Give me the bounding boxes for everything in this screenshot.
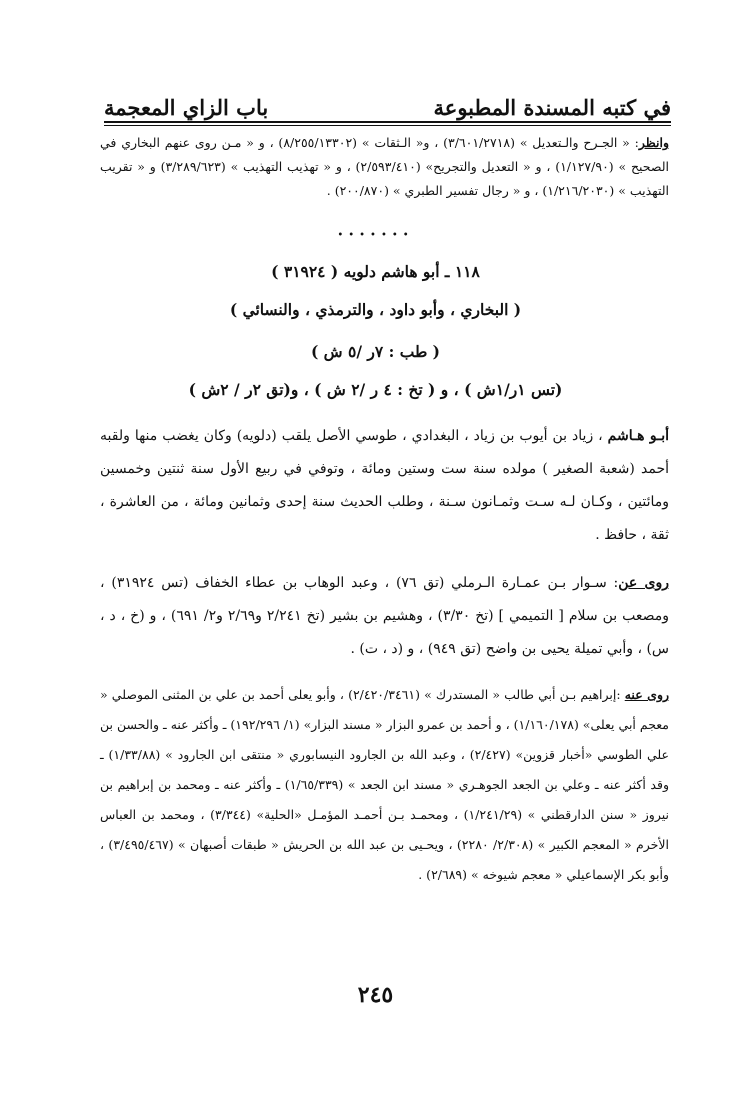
narrated-from-label: روى عن bbox=[618, 575, 669, 591]
references-text: : « الجـرح والـتعديل » (٣/٦٠١/٢٧١٨) ، و« الـثقات » (٨/٢٥٥/١٣٣٠٢) ، و « مـن روى عنهم البخاري في الصحيح » (١/١٢٧/٩٠) ، و « التعديل والتجريح» (٢/٥٩٣/٤١٠) ، و « تهذيب التهذيب » (٣/٢٨٩/٦٢٣) و « تقريب التهذيب » (١/٢١٦/٢٠٣٠) ، و « رجال تفسير الطبري » (٢٠٠/٨٧٠) . bbox=[100, 135, 669, 198]
biography-text: ، زياد بن أيوب بن زياد ، البغدادي ، طوسي الأصل يلقب (دلويه) وكان يغضب منها ولقبه أحمد (شعبة الصغير ) مولده سنة ست وستين ومائة ، وتوفي في ربيع الأول سنة ثنتين وخمسين ومائتين ، وكـان لـه سـت وثمـانون سـنة ، وطلب الحديث سنة إحدى وثمانين ومائة ، من العاشرة ، ثقة ، حافظ . bbox=[100, 428, 669, 543]
entry-title: ١١٨ ـ أبو هاشم دلويه ( ٣١٩٢٤ ) bbox=[271, 262, 480, 281]
header-chapter-title: باب الزاي المعجمة bbox=[104, 95, 269, 120]
entry-tabaqa: ( طب : ٧ر /٥ ش ) bbox=[310, 342, 441, 361]
narrated-from-paragraph bbox=[100, 567, 669, 666]
page-number: ٢٤٥ bbox=[357, 982, 394, 1008]
header-rule-thin bbox=[104, 125, 671, 126]
biography-name: أبـو هـاشم bbox=[607, 428, 669, 444]
biography-paragraph bbox=[100, 420, 669, 552]
narrated-by-paragraph bbox=[100, 680, 669, 890]
narrated-from-text: : سـوار بـن عمـارة الـرملي (تق ٧٦) ، وعبد الوهاب بن عطاء الخفاف (تس ٣١٩٢٤) ، ومصعب بن سلام [ التميمي ] (تخ ٣/٣٠) ، وهشيم بن بشير (تخ ٢/٢٤١ و٢/٦٩ و٢/ ٦٩١) ، و (خ ، د ، س) ، وأبي تميلة يحيى بن واضح (تق ٩٤٩) ، و (د ، ت) . bbox=[100, 575, 669, 657]
header-book-title: في كتبه المسندة المطبوعة bbox=[433, 95, 671, 120]
narrated-by-text: :إبراهيم بـن أبي طالب « المستدرك » (٢/٤٢٠/٣٤٦١) ، وأبو يعلى أحمد بن علي بن المثنى الموصلي « معجم أبي يعلى» (١/١٦٠/١٧٨) ، و أحمد بن عمرو البزار « مسند البزار» (١/ ١٩٢/٢٩٦) ـ وأكثر عنه ـ والحسن بن علي الطوسي «أخبار قزوين» (٢/٤٢٧) ، وعبد الله بن الجارود النيسابوري « منتقى ابن الجارود » (١/٣٣/٨٨) ـ وقد أكثر عنه ـ وعلي بن الجعد الجوهـري « مسند ابن الجعد » (١/٦٥/٣٣٩) ـ وأكثر عنه ـ ومحمد بن إبراهيم بن نيروز « سنن الدارقطني » (١/٢٤١/٢٩) ، ومحمـد بـن أحمـد المؤمـل «الحلية» (٣/٣٤٤) ، ومحمد بن العباس الأخرم « المعجم الكبير » (٢/٣٠٨/ ٢٢٨٠) ، ويحـيى بن عبد الله بن الحريش « طبقات أصبهان » (٣/٤٩٥/٤٦٧) ، وأبو بكر الإسماعيلي « معجم شيوخه » (٢/٦٨٩) . bbox=[100, 687, 670, 882]
running-head bbox=[104, 84, 671, 120]
entry-sources: ( البخاري ، وأبو داود ، والترمذي ، والنسائي ) bbox=[229, 300, 522, 319]
narrated-by-label: روى عنه bbox=[624, 687, 670, 702]
entry-codes: (تس ١ر/١ش ) ، و ( تخ : ٤ ر /٢ ش ) ، و(تق ٢ر / ٢ش ) bbox=[188, 380, 563, 399]
references-paragraph bbox=[100, 131, 669, 203]
header-rule-thick bbox=[104, 121, 671, 123]
section-separator: ••••••• bbox=[337, 230, 414, 241]
references-label: وانظر bbox=[638, 135, 669, 150]
